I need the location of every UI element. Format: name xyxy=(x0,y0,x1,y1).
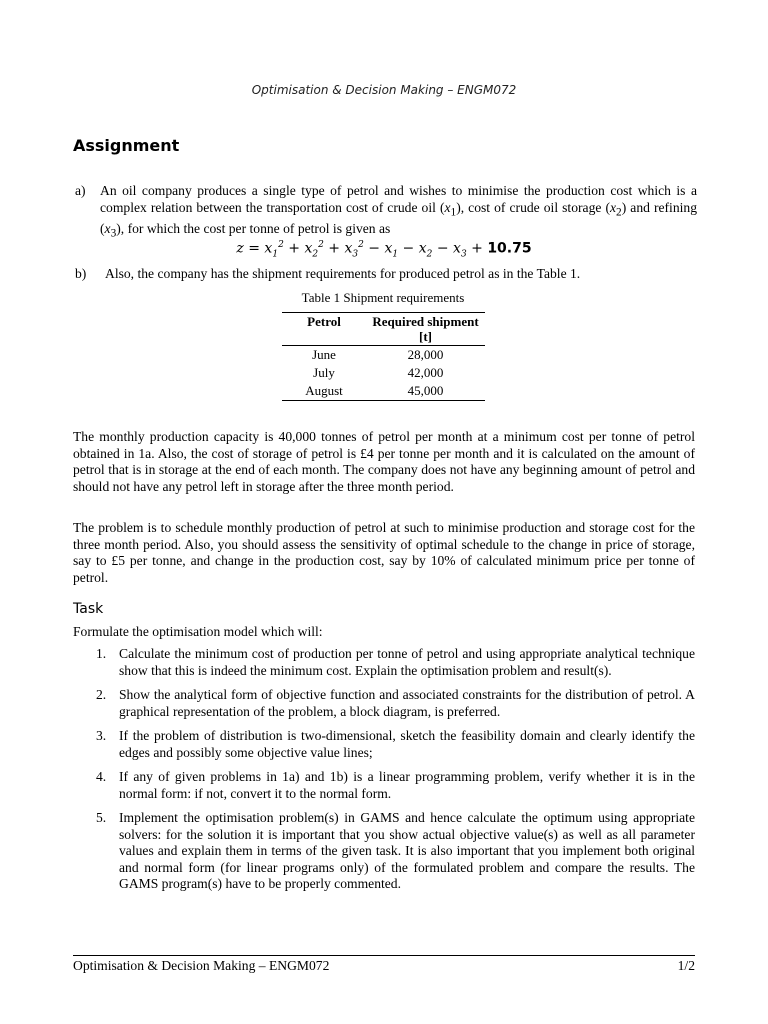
question-b-label: b) xyxy=(75,266,87,281)
shipment-cell: 45,000 xyxy=(407,383,444,398)
question-a-text: An oil company produces a single type of petrol and wishes to minimise the production cost which is a complex relation between the transportation cost of crude oil $(x_1)$, cost of crude oil storage $(x_2)$ and refining $(x_3)$, for which the cost per tonne of petrol is given as xyxy=(100,183,697,240)
footer-divider xyxy=(73,955,695,956)
table-caption: Table 1 Shipment requirements xyxy=(301,290,465,305)
question-b xyxy=(75,266,697,283)
shipment-cell: 28,000 xyxy=(407,347,444,362)
month-cell: June xyxy=(312,347,336,362)
task-list xyxy=(96,646,695,901)
question-a xyxy=(75,183,697,242)
list-item: 1. Calculate the minimum cost of production per tonne of petrol and using appropriate analytical technique show that this is indeed the minimum cost. Explain the optimisation problem and result(s). xyxy=(96,646,695,678)
cost-formula: $z = x_1^2 + x_2^2 + x_3^2 - x_1 - x_2 - x_3 + 10.75$ xyxy=(236,240,532,260)
problem-paragraph: The problem is to schedule monthly production of petrol at such to minimise production and storage cost for the three month period. Also, you should assess the sensitivity of optimal schedule to the change in price of storage, say to £5 per tonne, and change in the production cost, say by 10% of calculated minimum price per tonne of petrol. xyxy=(73,520,695,585)
shipment-table xyxy=(282,312,485,401)
running-header: Optimisation & Decision Making – ENGM072 xyxy=(251,83,517,97)
question-b-text: Also, the company has the shipment requirements for produced petrol as in the Table 1. xyxy=(105,266,581,281)
month-cell: August xyxy=(305,383,343,398)
page-number: 1/2 xyxy=(677,958,695,973)
list-item: 2. Show the analytical form of objective function and associated constraints for the distribution of petrol. A graphical representation of the problem, a block diagram, is preferred. xyxy=(96,687,695,719)
task-intro: Formulate the optimisation model which will: xyxy=(73,624,323,639)
question-a-label: a) xyxy=(75,183,86,198)
capacity-paragraph: The monthly production capacity is 40,000 tonnes of petrol per month at a minimum cost per tonne of petrol obtained in 1a. Also, the cost of storage of petrol is £4 per tonne per month and it is calculated on the amount of petrol that is in storage at the end of each month. The company does not have any beginning amount of petrol and should not have any petrol left in storage after the three month period. xyxy=(73,429,695,494)
list-item: 5. Implement the optimisation problem(s) in GAMS and hence calculate the optimum using appropriate solvers: for the solution it is important that you show actual objective value(s) as well as all parameter values and explain them in terms of the given task. It is also important that you implement both original and normal form (for linear programs only) of the formulated problem and compare the results. The GAMS program(s) have to be properly commented. xyxy=(96,810,695,891)
month-cell: July xyxy=(313,365,335,380)
table-row xyxy=(282,364,485,382)
list-item: 3. If the problem of distribution is two-dimensional, sketch the feasibility domain and clearly identify the edges and possibly some objective value lines; xyxy=(96,728,695,760)
task-heading: Task xyxy=(73,601,104,617)
shipment-cell: 42,000 xyxy=(407,365,444,380)
footer-title: Optimisation & Decision Making – ENGM072 xyxy=(73,958,330,973)
table-header-petrol: Petrol xyxy=(307,314,341,329)
table-row xyxy=(282,382,485,401)
list-item: 4. If any of given problems in 1a) and 1b) is a linear programming problem, verify whether it is in the normal form: if not, convert it to the normal form. xyxy=(96,769,695,801)
page-title: Assignment xyxy=(73,136,180,155)
table-row xyxy=(282,346,485,365)
table-header-shipment: Required shipment [t] xyxy=(372,314,479,344)
